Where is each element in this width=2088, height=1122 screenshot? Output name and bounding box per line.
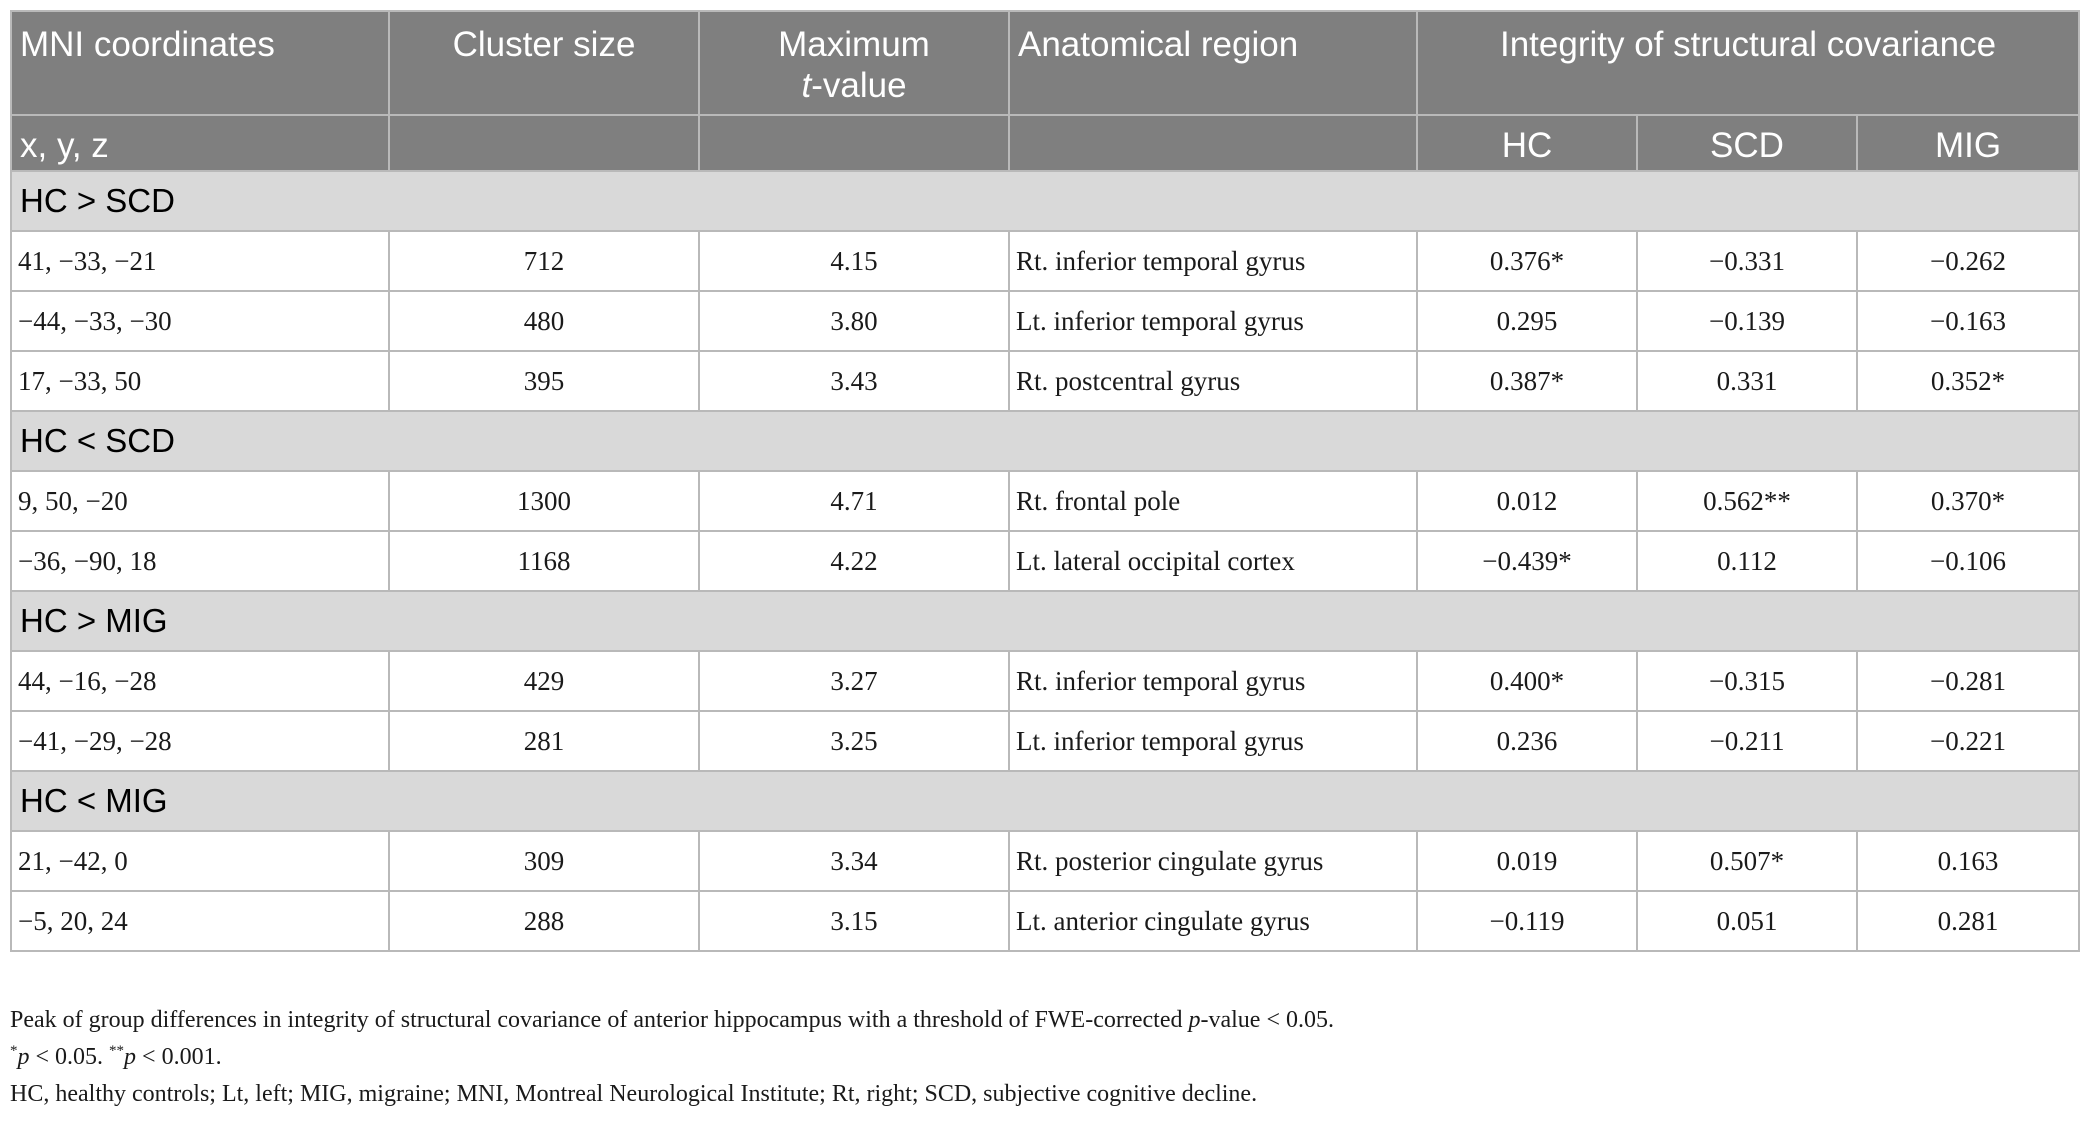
cell-coordinates: −5, 20, 24 (11, 891, 389, 951)
cell-cluster-size: 712 (389, 231, 699, 291)
header-scd: SCD (1637, 115, 1857, 171)
cell-cluster-size: 309 (389, 831, 699, 891)
cell-mig: −0.281 (1857, 651, 2079, 711)
cell-cluster-size: 281 (389, 711, 699, 771)
cell-hc: 0.012 (1417, 471, 1637, 531)
header-anatomical-region: Anatomical region (1009, 11, 1417, 115)
footnote-significance-end: < 0.001. (136, 1044, 222, 1070)
footnote-threshold-text: Peak of group differences in integrity of structural covariance of anterior hippocampus with a threshold of FWE-corrected (10, 1007, 1189, 1033)
cell-cluster-size: 395 (389, 351, 699, 411)
header-empty-cell (699, 115, 1009, 171)
cell-max-t-value: 3.27 (699, 651, 1009, 711)
table-row (11, 471, 2079, 531)
table-body (11, 171, 2079, 951)
table-row (11, 831, 2079, 891)
footnote-p-italic: p (1188, 1007, 1201, 1033)
cell-scd: 0.331 (1637, 351, 1857, 411)
cell-mig: −0.163 (1857, 291, 2079, 351)
cell-coordinates: 21, −42, 0 (11, 831, 389, 891)
group-row (11, 771, 2079, 831)
header-integrity: Integrity of structural covariance (1417, 11, 2079, 115)
cell-coordinates: −41, −29, −28 (11, 711, 389, 771)
cell-scd: −0.331 (1637, 231, 1857, 291)
cell-coordinates: −36, −90, 18 (11, 531, 389, 591)
cell-anatomical-region: Lt. inferior temporal gyrus (1009, 711, 1417, 771)
group-label: HC < MIG (11, 771, 2079, 831)
cell-hc: 0.400* (1417, 651, 1637, 711)
header-t-rest: -value (811, 66, 907, 105)
cell-coordinates: 41, −33, −21 (11, 231, 389, 291)
header-cluster-size: Cluster size (389, 11, 699, 115)
cell-scd: 0.051 (1637, 891, 1857, 951)
footnote-significance (10, 1039, 2078, 1076)
header-empty-cell (1009, 115, 1417, 171)
header-hc: HC (1417, 115, 1637, 171)
cell-max-t-value: 3.34 (699, 831, 1009, 891)
cell-coordinates: 9, 50, −20 (11, 471, 389, 531)
cell-cluster-size: 429 (389, 651, 699, 711)
cell-anatomical-region: Lt. inferior temporal gyrus (1009, 291, 1417, 351)
table-row (11, 891, 2079, 951)
cell-cluster-size: 1168 (389, 531, 699, 591)
cell-max-t-value: 3.25 (699, 711, 1009, 771)
cell-max-t-value: 3.80 (699, 291, 1009, 351)
cell-coordinates: −44, −33, −30 (11, 291, 389, 351)
cell-mig: −0.221 (1857, 711, 2079, 771)
header-maximum-t-value (699, 11, 1009, 115)
footnote-p-italic: p (124, 1044, 137, 1070)
results-table-container (10, 10, 2078, 952)
cell-anatomical-region: Lt. anterior cingulate gyrus (1009, 891, 1417, 951)
cell-hc: 0.376* (1417, 231, 1637, 291)
footnote-threshold-end: -value < 0.05. (1200, 1007, 1334, 1033)
header-empty-cell (389, 115, 699, 171)
cell-scd: 0.562** (1637, 471, 1857, 531)
footnote-p-italic: p (17, 1044, 30, 1070)
footnote-star-double: ** (109, 1043, 125, 1059)
cell-mig: 0.281 (1857, 891, 2079, 951)
header-mig: MIG (1857, 115, 2079, 171)
cell-hc: −0.439* (1417, 531, 1637, 591)
cell-scd: −0.139 (1637, 291, 1857, 351)
table-row (11, 231, 2079, 291)
table-row (11, 531, 2079, 591)
cell-hc: 0.019 (1417, 831, 1637, 891)
cell-max-t-value: 3.15 (699, 891, 1009, 951)
cell-scd: 0.507* (1637, 831, 1857, 891)
table-row (11, 351, 2079, 411)
footnote-star-single: * (10, 1043, 18, 1059)
group-row (11, 591, 2079, 651)
cell-cluster-size: 288 (389, 891, 699, 951)
table-header (11, 11, 2079, 171)
table-row (11, 291, 2079, 351)
group-row (11, 411, 2079, 471)
cell-mig: 0.370* (1857, 471, 2079, 531)
cell-max-t-value: 3.43 (699, 351, 1009, 411)
cell-mig: 0.163 (1857, 831, 2079, 891)
cell-anatomical-region: Rt. frontal pole (1009, 471, 1417, 531)
cell-coordinates: 17, −33, 50 (11, 351, 389, 411)
header-xyz: x, y, z (11, 115, 389, 171)
cell-anatomical-region: Rt. inferior temporal gyrus (1009, 231, 1417, 291)
group-label: HC > MIG (11, 591, 2079, 651)
table-row (11, 651, 2079, 711)
cell-max-t-value: 4.71 (699, 471, 1009, 531)
cell-anatomical-region: Rt. posterior cingulate gyrus (1009, 831, 1417, 891)
group-label: HC < SCD (11, 411, 2079, 471)
results-table (10, 10, 2080, 952)
cell-cluster-size: 480 (389, 291, 699, 351)
cell-mig: 0.352* (1857, 351, 2079, 411)
group-label: HC > SCD (11, 171, 2079, 231)
cell-hc: 0.236 (1417, 711, 1637, 771)
cell-mig: −0.106 (1857, 531, 2079, 591)
header-t-italic: t (801, 66, 812, 105)
cell-scd: −0.315 (1637, 651, 1857, 711)
cell-scd: −0.211 (1637, 711, 1857, 771)
cell-scd: 0.112 (1637, 531, 1857, 591)
header-mni-coordinates: MNI coordinates (11, 11, 389, 115)
cell-anatomical-region: Rt. inferior temporal gyrus (1009, 651, 1417, 711)
table-footnotes (10, 1002, 2078, 1113)
footnote-threshold (10, 1002, 2078, 1039)
cell-cluster-size: 1300 (389, 471, 699, 531)
footnote-significance-text: < 0.05. (29, 1044, 110, 1070)
cell-mig: −0.262 (1857, 231, 2079, 291)
cell-hc: 0.387* (1417, 351, 1637, 411)
cell-coordinates: 44, −16, −28 (11, 651, 389, 711)
group-row (11, 171, 2079, 231)
cell-anatomical-region: Rt. postcentral gyrus (1009, 351, 1417, 411)
footnote-abbreviations: HC, healthy controls; Lt, left; MIG, migraine; MNI, Montreal Neurological Institute; Rt, right; SCD, subjective cognitive decline. (10, 1081, 1258, 1107)
cell-hc: 0.295 (1417, 291, 1637, 351)
table-row (11, 711, 2079, 771)
cell-hc: −0.119 (1417, 891, 1637, 951)
header-maximum-label: Maximum (778, 25, 930, 64)
cell-max-t-value: 4.22 (699, 531, 1009, 591)
cell-max-t-value: 4.15 (699, 231, 1009, 291)
cell-anatomical-region: Lt. lateral occipital cortex (1009, 531, 1417, 591)
